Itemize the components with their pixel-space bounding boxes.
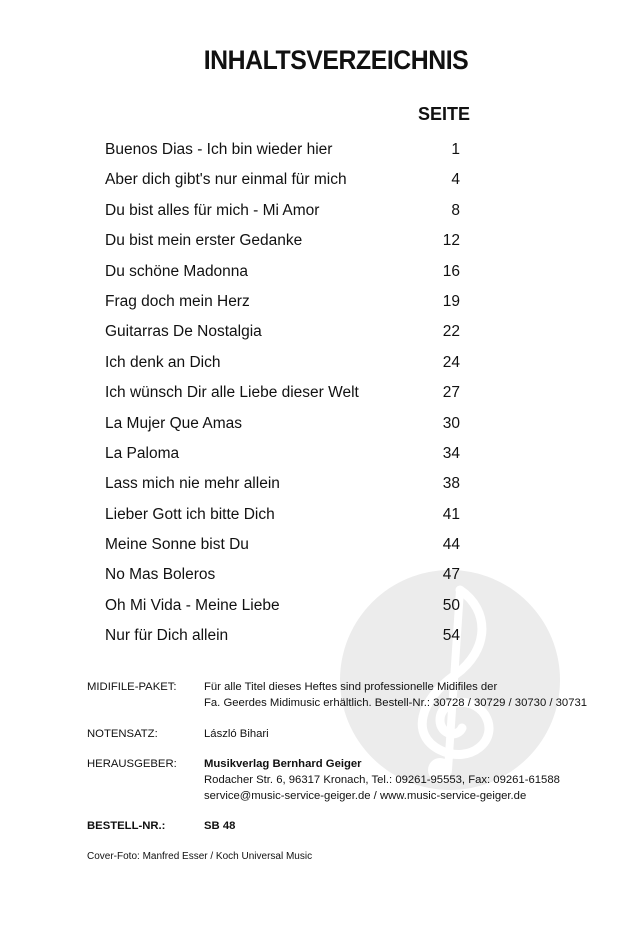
toc-entry-title: Frag doch mein Herz <box>105 292 250 310</box>
toc-entry <box>105 201 460 231</box>
toc-entry <box>105 474 460 504</box>
toc-entry-page: 50 <box>442 596 460 614</box>
toc-entry-page: 34 <box>442 444 460 462</box>
toc-entry-page: 54 <box>442 627 460 645</box>
toc-entry <box>105 140 460 170</box>
toc-entry-title: Guitarras De Nostalgia <box>105 323 262 341</box>
herausgeber-address: Rodacher Str. 6, 96317 Kronach, Tel.: 09261-95553, Fax: 09261-61588 <box>204 774 560 786</box>
toc-entry <box>105 170 460 200</box>
toc-entry-title: Lass mich nie mehr allein <box>105 475 280 493</box>
toc-entry-page: 19 <box>442 292 460 310</box>
toc-entry-title: Du bist alles für mich - Mi Amor <box>105 201 320 219</box>
toc-entry-title: Meine Sonne bist Du <box>105 536 249 554</box>
toc-entry-title: Aber dich gibt's nur einmal für mich <box>105 171 347 189</box>
toc-entry-title: Du schöne Madonna <box>105 262 249 280</box>
toc-entry-title: La Paloma <box>105 444 180 462</box>
toc-entry <box>105 262 460 292</box>
toc-entry <box>105 353 460 383</box>
toc-entry <box>105 535 460 565</box>
toc-entry <box>105 231 460 261</box>
toc-entry <box>105 626 460 656</box>
toc-entry-title: Ich wünsch Dir alle Liebe dieser Welt <box>105 384 359 402</box>
toc-entry-page: 44 <box>442 536 460 554</box>
midifile-label: MIDIFILE-PAKET: <box>87 681 177 693</box>
bestellnr-label: BESTELL-NR.: <box>87 820 166 832</box>
toc-entry <box>105 596 460 626</box>
midifile-line1: Für alle Titel dieses Heftes sind professionelle Midifiles der <box>204 681 498 693</box>
toc-entry-title: Oh Mi Vida - Meine Liebe <box>105 596 280 614</box>
toc-entry <box>105 414 460 444</box>
bestellnr-value: SB 48 <box>204 820 236 832</box>
toc-entry-page: 47 <box>442 566 460 584</box>
toc-entry <box>105 322 460 352</box>
page-column-header: SEITE <box>418 104 471 124</box>
toc-entry <box>105 292 460 322</box>
toc-entry-page: 8 <box>451 201 460 219</box>
toc-entry-page: 22 <box>442 323 460 341</box>
herausgeber-name: Musikverlag Bernhard Geiger <box>204 758 362 770</box>
toc-entry <box>105 565 460 595</box>
toc-entry-title: Buenos Dias - Ich bin wieder hier <box>105 141 333 158</box>
notensatz-label: NOTENSATZ: <box>87 728 158 740</box>
toc-entry <box>105 444 460 474</box>
toc-entry-page: 38 <box>442 475 460 493</box>
toc-entry-page: 1 <box>451 141 460 158</box>
toc-entry-page: 41 <box>442 505 460 523</box>
herausgeber-contact: service@music-service-geiger.de / www.music-service-geiger.de <box>204 790 527 802</box>
cover-photo-credit: Cover-Foto: Manfred Esser / Koch Universal Music <box>87 851 313 862</box>
midifile-line2: Fa. Geerdes Midimusic erhältlich. Bestell-Nr.: 30728 / 30729 / 30730 / 30731 <box>204 697 588 709</box>
toc-entry-title: No Mas Boleros <box>105 566 216 584</box>
toc-entry-title: La Mujer Que Amas <box>105 414 242 432</box>
toc-entry-title: Lieber Gott ich bitte Dich <box>105 505 275 523</box>
toc-entry-title: Du bist mein erster Gedanke <box>105 232 303 250</box>
herausgeber-label: HERAUSGEBER: <box>87 758 177 770</box>
toc-entry <box>105 505 460 535</box>
toc-entry-page: 30 <box>442 414 460 432</box>
notensatz-value: László Bihari <box>204 728 269 740</box>
toc-entry-page: 16 <box>442 262 460 280</box>
table-of-contents <box>105 140 460 657</box>
toc-entry-page: 27 <box>442 384 460 402</box>
toc-entry <box>105 383 460 413</box>
page-title: INHALTSVERZEICHNIS <box>203 45 469 75</box>
toc-entry-page: 12 <box>442 232 460 250</box>
toc-entry-page: 24 <box>442 353 460 371</box>
toc-entry-title: Ich denk an Dich <box>105 353 221 371</box>
toc-entry-page: 4 <box>451 171 460 189</box>
toc-entry-title: Nur für Dich allein <box>105 627 229 645</box>
